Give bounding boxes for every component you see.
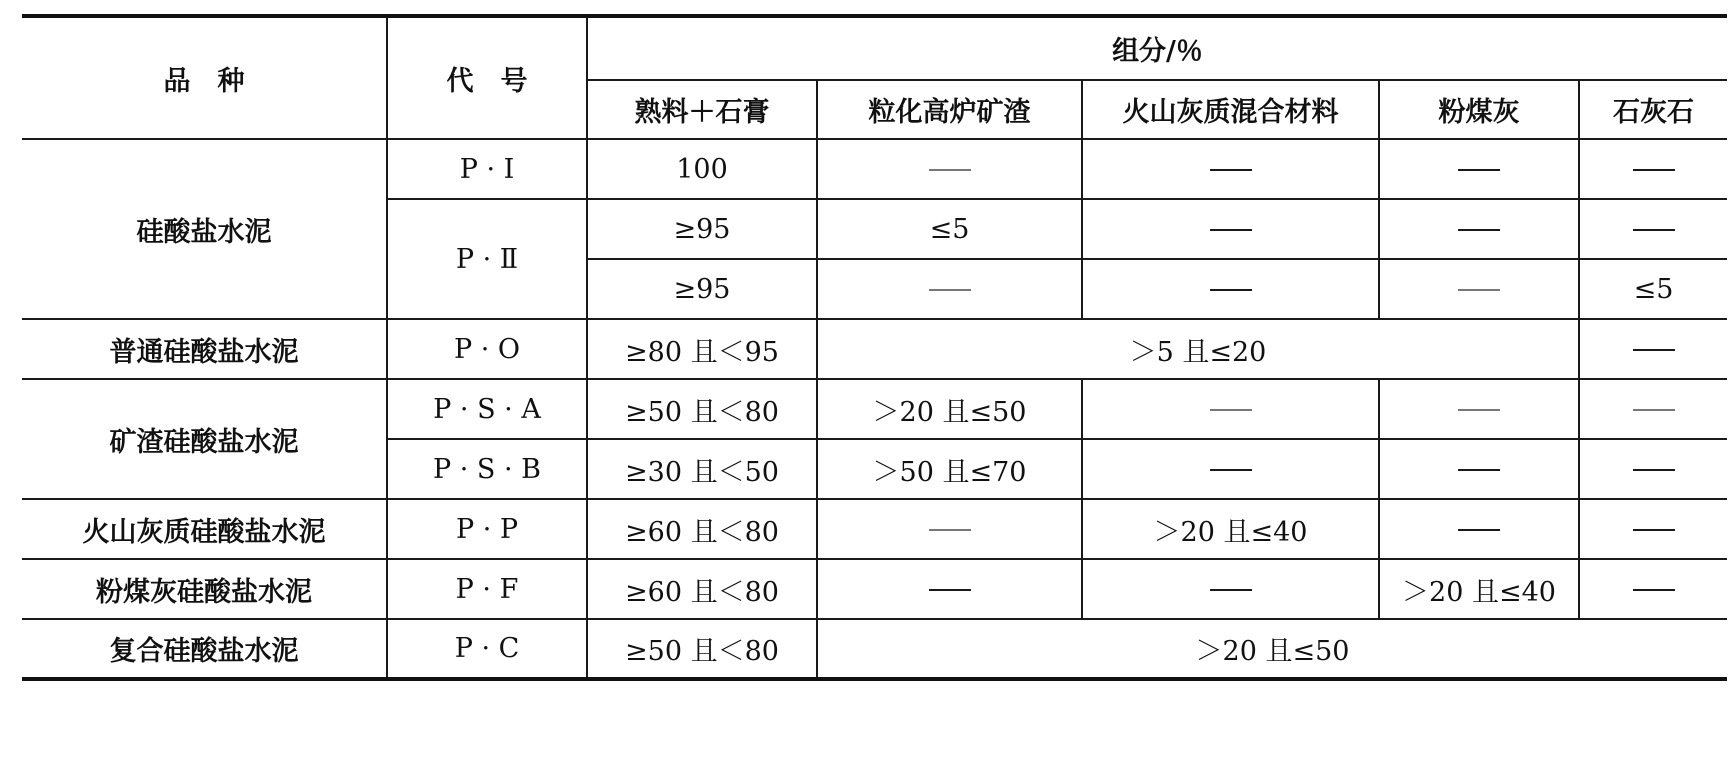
dash-mark xyxy=(1210,169,1252,171)
limestone-value xyxy=(1579,199,1727,259)
variety-name: 普通硅酸盐水泥 xyxy=(22,319,387,379)
variety-name: 复合硅酸盐水泥 xyxy=(22,619,387,679)
dash-mark xyxy=(929,529,971,531)
clinker-gypsum-value: ≥80 且＜95 xyxy=(587,319,817,379)
dash-mark xyxy=(1633,469,1675,471)
limestone-value xyxy=(1579,319,1727,379)
variety-code: P · F xyxy=(387,559,587,619)
variety-code: P · C xyxy=(387,619,587,679)
variety-name: 硅酸盐水泥 xyxy=(22,139,387,319)
clinker-gypsum-value: ≥95 xyxy=(587,259,817,319)
dash-mark xyxy=(1633,229,1675,231)
limestone-value: ≤5 xyxy=(1579,259,1727,319)
header-fly-ash: 粉煤灰 xyxy=(1379,80,1579,139)
dash-mark xyxy=(1458,289,1500,291)
pozzolan-value xyxy=(1082,439,1379,499)
clinker-gypsum-value: ≥30 且＜50 xyxy=(587,439,817,499)
pozzolan-value xyxy=(1082,259,1379,319)
dash-mark xyxy=(1210,589,1252,591)
table-row xyxy=(22,559,1727,619)
dash-mark xyxy=(1633,589,1675,591)
table-row xyxy=(22,139,1727,199)
slag-value xyxy=(817,259,1082,319)
pozzolan-value xyxy=(1082,139,1379,199)
dash-mark xyxy=(1458,409,1500,411)
cement-composition-table xyxy=(22,14,1727,681)
dash-mark xyxy=(1210,409,1252,411)
dash-mark xyxy=(1633,349,1675,351)
slag-value: ≤5 xyxy=(817,199,1082,259)
fly-ash-value xyxy=(1379,139,1579,199)
fly-ash-value xyxy=(1379,379,1579,439)
dash-mark xyxy=(929,589,971,591)
fly-ash-value xyxy=(1379,199,1579,259)
table-row xyxy=(22,499,1727,559)
variety-code: P · Ⅰ xyxy=(387,139,587,199)
header-slag: 粒化高炉矿渣 xyxy=(817,80,1082,139)
pozzolan-value xyxy=(1082,379,1379,439)
dash-mark xyxy=(929,289,971,291)
pozzolan-value xyxy=(1082,559,1379,619)
slag-value: ＞20 且≤50 xyxy=(817,379,1082,439)
dash-mark xyxy=(1633,169,1675,171)
fly-ash-value xyxy=(1379,439,1579,499)
slag-value xyxy=(817,139,1082,199)
fly-ash-value xyxy=(1379,499,1579,559)
dash-mark xyxy=(1210,289,1252,291)
dash-mark xyxy=(1210,469,1252,471)
clinker-gypsum-value: ≥60 且＜80 xyxy=(587,559,817,619)
fly-ash-value xyxy=(1379,259,1579,319)
header-row-1 xyxy=(22,16,1727,80)
pozzolan-value xyxy=(1082,199,1379,259)
dash-mark xyxy=(929,169,971,171)
mixed-materials-value: ＞5 且≤20 xyxy=(817,319,1579,379)
variety-name: 粉煤灰硅酸盐水泥 xyxy=(22,559,387,619)
clinker-gypsum-value: 100 xyxy=(587,139,817,199)
table-row xyxy=(22,379,1727,439)
cement-composition-table-wrapper xyxy=(22,14,1727,681)
limestone-value xyxy=(1579,139,1727,199)
header-code: 代 号 xyxy=(387,16,587,139)
clinker-gypsum-value: ≥60 且＜80 xyxy=(587,499,817,559)
slag-value xyxy=(817,499,1082,559)
variety-name: 火山灰质硅酸盐水泥 xyxy=(22,499,387,559)
variety-code: P · O xyxy=(387,319,587,379)
slag-value xyxy=(817,559,1082,619)
pozzolan-value: ＞20 且≤40 xyxy=(1082,499,1379,559)
mixed-materials-value: ＞20 且≤50 xyxy=(817,619,1727,679)
limestone-value xyxy=(1579,559,1727,619)
variety-code: P · S · A xyxy=(387,379,587,439)
table-row xyxy=(22,619,1727,679)
dash-mark xyxy=(1458,229,1500,231)
limestone-value xyxy=(1579,379,1727,439)
clinker-gypsum-value: ≥50 且＜80 xyxy=(587,619,817,679)
clinker-gypsum-value: ≥95 xyxy=(587,199,817,259)
fly-ash-value: ＞20 且≤40 xyxy=(1379,559,1579,619)
limestone-value xyxy=(1579,439,1727,499)
dash-mark xyxy=(1633,529,1675,531)
dash-mark xyxy=(1458,469,1500,471)
clinker-gypsum-value: ≥50 且＜80 xyxy=(587,379,817,439)
dash-mark xyxy=(1458,529,1500,531)
variety-code: P · P xyxy=(387,499,587,559)
variety-name: 矿渣硅酸盐水泥 xyxy=(22,379,387,499)
header-clinker-gypsum: 熟料＋石膏 xyxy=(587,80,817,139)
dash-mark xyxy=(1210,229,1252,231)
variety-code: P · Ⅱ xyxy=(387,199,587,319)
limestone-value xyxy=(1579,499,1727,559)
dash-mark xyxy=(1633,409,1675,411)
table-row xyxy=(22,319,1727,379)
header-limestone: 石灰石 xyxy=(1579,80,1727,139)
header-variety: 品 种 xyxy=(22,16,387,139)
variety-code: P · S · B xyxy=(387,439,587,499)
dash-mark xyxy=(1458,169,1500,171)
header-pozzolan: 火山灰质混合材料 xyxy=(1082,80,1379,139)
header-composition: 组分/％ xyxy=(587,16,1727,80)
slag-value: ＞50 且≤70 xyxy=(817,439,1082,499)
